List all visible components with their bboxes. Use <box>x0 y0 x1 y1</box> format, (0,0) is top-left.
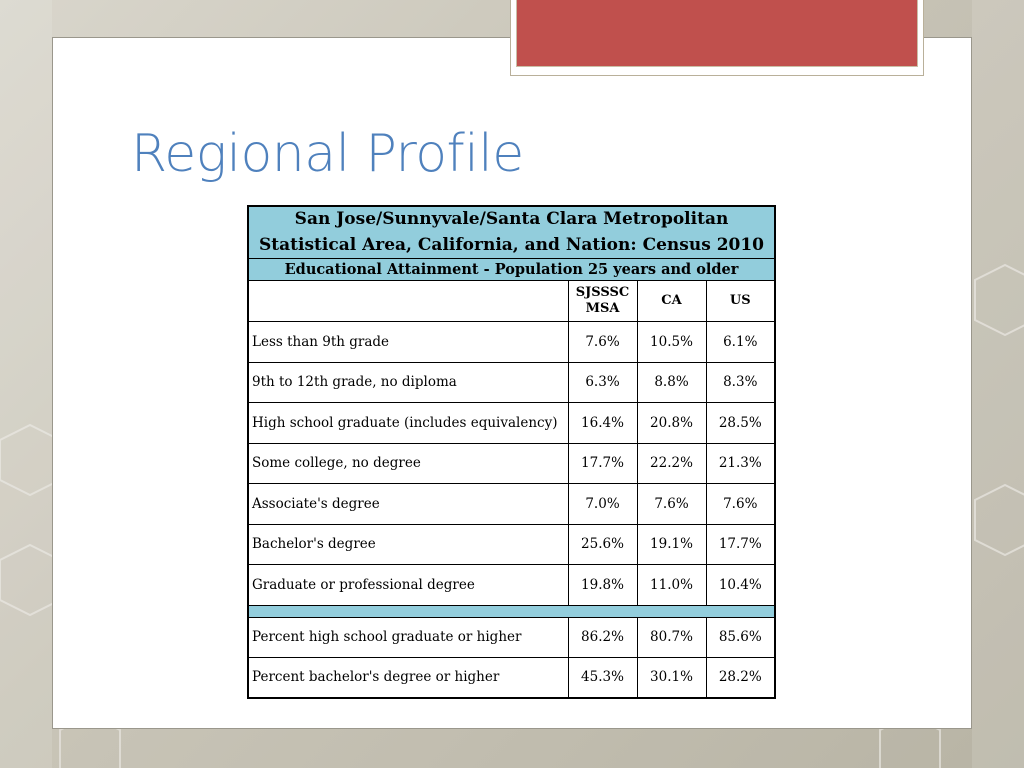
table-divider <box>248 605 775 617</box>
table-subtitle: Educational Attainment - Population 25 years and older <box>248 259 775 281</box>
row-label: Associate's degree <box>248 484 568 525</box>
cell-us: 6.1% <box>706 322 775 363</box>
table-subtitle-row <box>248 259 775 281</box>
cell-us: 85.6% <box>706 617 775 658</box>
accent-bar <box>516 0 918 67</box>
row-label: Percent bachelor's degree or higher <box>248 658 568 699</box>
table-row <box>248 484 775 525</box>
table-title-line1: San Jose/Sunnyvale/Santa Clara Metropolitan <box>294 209 729 229</box>
cell-us: 28.2% <box>706 658 775 699</box>
cell-us: 21.3% <box>706 443 775 484</box>
cell-ca: 80.7% <box>637 617 706 658</box>
table-row <box>248 443 775 484</box>
cell-ca: 19.1% <box>637 524 706 565</box>
cell-msa: 6.3% <box>568 362 637 403</box>
column-header-us: US <box>706 281 775 322</box>
cell-us: 17.7% <box>706 524 775 565</box>
cell-us: 28.5% <box>706 403 775 444</box>
cell-us: 7.6% <box>706 484 775 525</box>
row-label: High school graduate (includes equivalency) <box>248 403 568 444</box>
column-header-label <box>248 281 568 322</box>
cell-msa: 86.2% <box>568 617 637 658</box>
summary-row <box>248 617 775 658</box>
cell-msa: 16.4% <box>568 403 637 444</box>
row-label: 9th to 12th grade, no diploma <box>248 362 568 403</box>
cell-ca: 8.8% <box>637 362 706 403</box>
summary-row <box>248 658 775 699</box>
cell-msa: 25.6% <box>568 524 637 565</box>
accent-tab <box>510 0 924 76</box>
cell-ca: 22.2% <box>637 443 706 484</box>
column-header-ca: CA <box>637 281 706 322</box>
slide-title: Regional Profile <box>131 124 524 184</box>
row-label: Percent high school graduate or higher <box>248 617 568 658</box>
cell-msa: 7.0% <box>568 484 637 525</box>
cell-ca: 11.0% <box>637 565 706 606</box>
table-row <box>248 322 775 363</box>
cell-msa: 19.8% <box>568 565 637 606</box>
row-label: Graduate or professional degree <box>248 565 568 606</box>
cell-msa: 45.3% <box>568 658 637 699</box>
cell-ca: 10.5% <box>637 322 706 363</box>
cell-us: 10.4% <box>706 565 775 606</box>
table-title-line2: Statistical Area, California, and Nation: Census 2010 <box>259 234 765 255</box>
table-row <box>248 403 775 444</box>
table-row <box>248 524 775 565</box>
table-divider-row <box>248 605 775 617</box>
table-row <box>248 565 775 606</box>
cell-us: 8.3% <box>706 362 775 403</box>
table-title <box>248 206 775 259</box>
table-title-row <box>248 206 775 259</box>
table-row <box>248 362 775 403</box>
cell-ca: 20.8% <box>637 403 706 444</box>
cell-ca: 7.6% <box>637 484 706 525</box>
row-label: Bachelor's degree <box>248 524 568 565</box>
education-table <box>247 205 776 699</box>
column-header-row <box>248 281 775 322</box>
cell-msa: 17.7% <box>568 443 637 484</box>
column-header-msa: SJSSSC MSA <box>568 281 637 322</box>
cell-msa: 7.6% <box>568 322 637 363</box>
cell-ca: 30.1% <box>637 658 706 699</box>
row-label: Less than 9th grade <box>248 322 568 363</box>
row-label: Some college, no degree <box>248 443 568 484</box>
